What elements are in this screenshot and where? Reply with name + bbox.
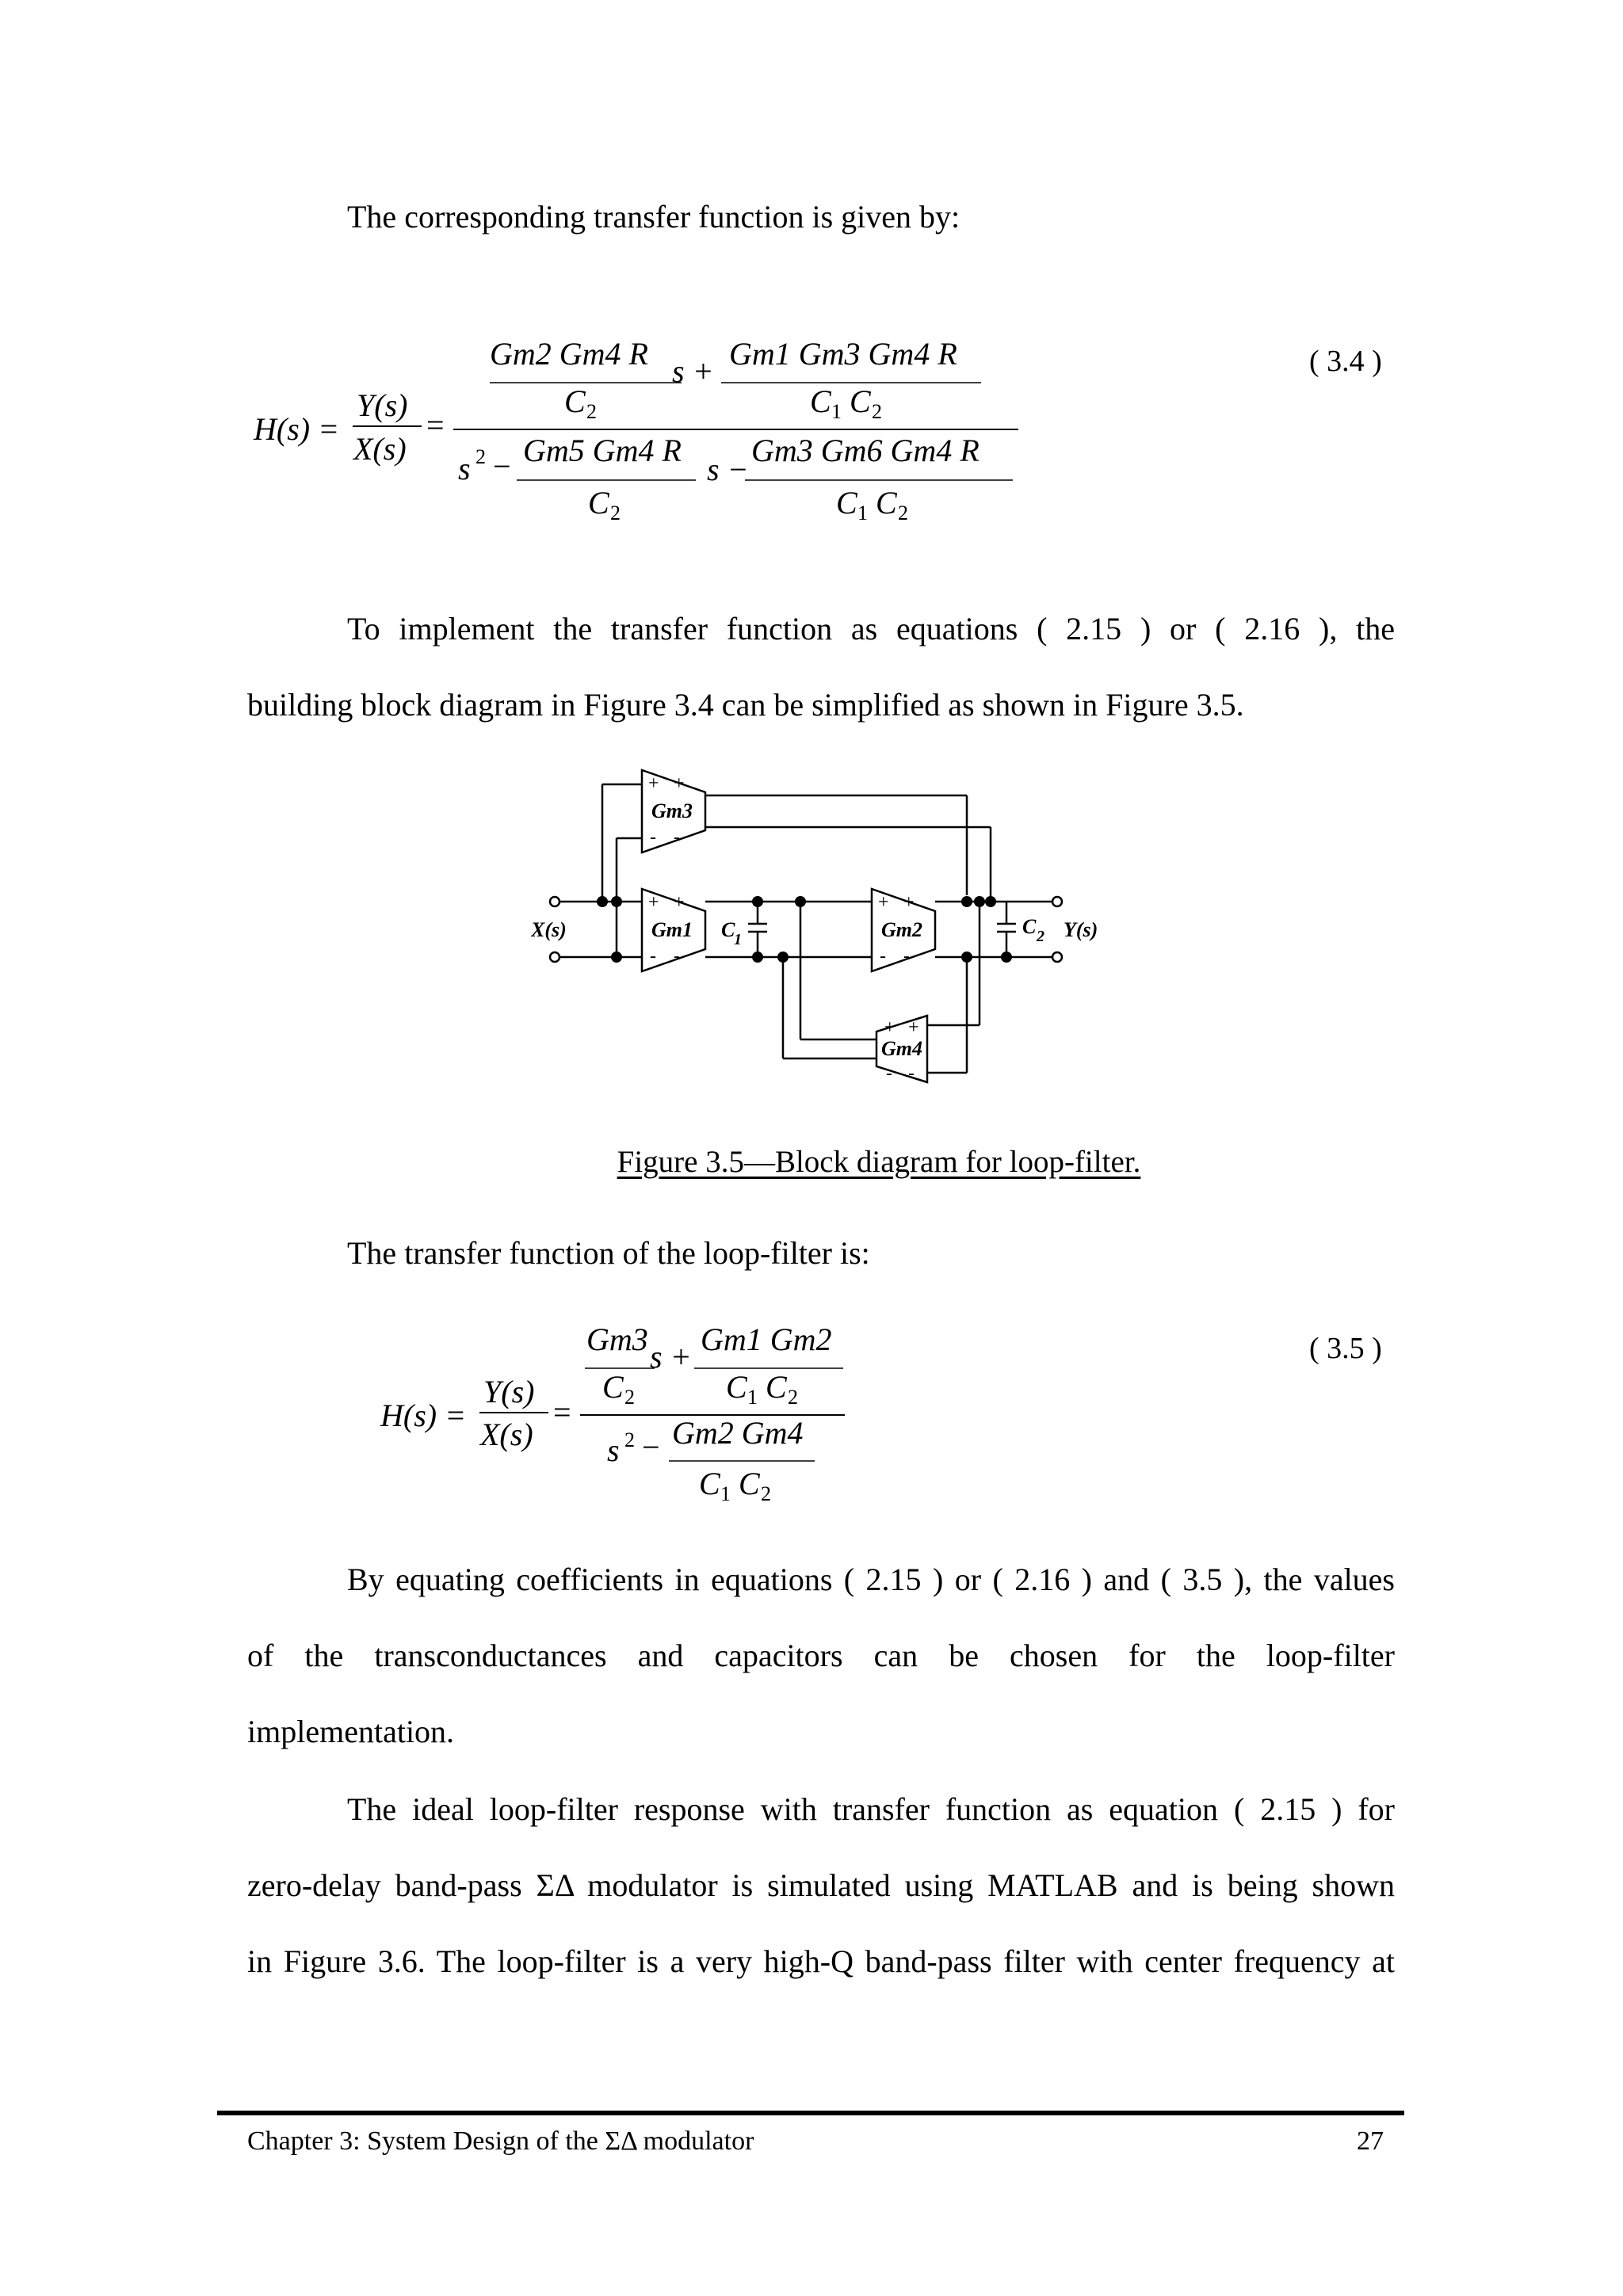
eq34-t3-num: Gm5 Gm4 R (523, 433, 682, 468)
eq35-t2-num: Gm1 Gm2 (701, 1322, 832, 1357)
gm4-plus-2: + (908, 1017, 919, 1038)
eq35-lhs: H(s) = (380, 1398, 467, 1433)
gm2-minus-1: - (880, 946, 886, 967)
paragraph-ideal-response (247, 1772, 1395, 2000)
gm4-minus-1: - (886, 1063, 892, 1084)
paragraph-ideal-response-line3: in Figure 3.6. The loop-filter is a very high-Q band-pass filter with center frequency at (247, 1943, 1395, 1979)
equation-number-3-4: ( 3.4 ) (1309, 345, 1382, 378)
eq35-s-plus: s + (650, 1339, 692, 1375)
paragraph-loop-filter (347, 1215, 1393, 1291)
gm3-minus-1: - (650, 827, 656, 848)
paragraph-equating-line2: of the transconductances and capacitors can be chosen for the loop-filter (247, 1638, 1395, 1673)
eq35-s2-sup: 2 (624, 1428, 635, 1451)
eq34-t4-den-b: C (876, 485, 897, 521)
eq34-t3-den-sub: 2 (610, 502, 621, 524)
paragraph-ideal-response-line1: The ideal loop-filter response with transfer function as equation ( 2.15 ) for (347, 1791, 1395, 1827)
c1-label: C (721, 918, 735, 941)
eq34-s2: s (458, 451, 471, 486)
gm4-plus-1: + (884, 1017, 896, 1038)
footer-chapter: Chapter 3: System Design of the ΣΔ modulator (247, 2126, 754, 2156)
equation-number-3-5: ( 3.5 ) (1309, 1332, 1382, 1365)
paragraph-intro-text: The corresponding transfer function is given by: (347, 199, 960, 235)
paragraph-ideal-response-line2: zero-delay band-pass ΣΔ modulator is simulated using MATLAB and is being shown (247, 1867, 1395, 1903)
gm2-label: Gm2 (881, 918, 922, 941)
paragraph-loop-filter-text: The transfer function of the loop-filter is: (347, 1235, 870, 1271)
gm2-plus-1: + (878, 892, 889, 913)
eq34-s-plus: s + (672, 353, 714, 389)
gm1-label: Gm1 (651, 918, 693, 941)
gm1-plus-1: + (648, 892, 659, 913)
figure-caption: Figure 3.5—Block diagram for loop-filter. (617, 1145, 1141, 1179)
eq34-lhs: H(s) = (254, 411, 340, 447)
eq34-t2-den-b-sub: 2 (872, 400, 882, 423)
paragraph-equating-line1: By equating coefficients in equations ( 2.15 ) or ( 2.16 ) and ( 3.5 ), the values (347, 1562, 1395, 1597)
output-label: Y(s) (1064, 918, 1098, 941)
eq35-t3-den-a-sub: 1 (720, 1482, 731, 1505)
eq34-t4-num: Gm3 Gm6 Gm4 R (751, 433, 980, 468)
eq35-t1-den-sub: 2 (624, 1386, 635, 1409)
input-terminal-top (550, 897, 559, 906)
eq34-t2-den-a-sub: 1 (831, 400, 842, 423)
c2-label: C (1022, 915, 1037, 938)
eq35-t3-num: Gm2 Gm4 (672, 1415, 804, 1451)
eq34-minus: − (493, 448, 511, 484)
gm1-minus-1: - (650, 946, 656, 967)
eq35-ratio-den: X(s) (480, 1417, 533, 1452)
eq34-s2-sup: 2 (475, 445, 486, 468)
gm2-minus-2: - (903, 946, 910, 967)
eq34-t2-den-b: C (850, 383, 871, 419)
eq34-t4-den-a: C (836, 485, 857, 521)
eq35-t2-den-b: C (766, 1369, 787, 1405)
eq35-t1-num: Gm3 (586, 1322, 648, 1357)
output-terminal-bottom (1052, 952, 1062, 962)
gm1-plus-2: + (674, 892, 685, 913)
paragraph-equating-line3: implementation. (247, 1714, 455, 1749)
eq35-t2-den-b-sub: 2 (788, 1386, 798, 1409)
eq34-t2-den-a: C (810, 383, 831, 419)
paragraph-equating (247, 1542, 1395, 1770)
eq35-t1-den: C (602, 1369, 624, 1405)
gm3-label: Gm3 (651, 799, 693, 822)
figure-3-5-diagram (531, 761, 1117, 1109)
eq34-t1-den: C (564, 383, 586, 419)
eq35-equals: = (553, 1394, 571, 1430)
eq34-t3-den: C (588, 485, 609, 521)
gm3-plus-1: + (648, 773, 659, 794)
gm3-plus-2: + (674, 773, 685, 794)
eq34-t4-den-b-sub: 2 (898, 502, 908, 524)
eq34-t4-den-a-sub: 1 (857, 502, 868, 524)
equation-3-4 (238, 333, 1062, 531)
c2-sub: 2 (1037, 928, 1044, 945)
input-terminal-bottom (550, 952, 559, 962)
eq34-t2-num: Gm1 Gm3 Gm4 R (729, 336, 957, 372)
gm4-minus-2: - (908, 1063, 915, 1084)
footer-page-number: 27 (1357, 2126, 1384, 2156)
gm2-plus-2: + (903, 892, 915, 913)
eq34-ratio-num: Y(s) (357, 387, 408, 423)
eq35-t2-den-a: C (726, 1369, 747, 1405)
paragraph-implement-line2: building block diagram in Figure 3.4 can be simplified as shown in Figure 3.5. (247, 687, 1244, 723)
paragraph-intro (347, 179, 1393, 255)
c1-sub: 1 (734, 931, 742, 948)
eq35-t3-den-b-sub: 2 (761, 1482, 771, 1505)
input-label: X(s) (531, 918, 567, 941)
footer-rule (217, 2111, 1404, 2115)
output-terminal-top (1052, 897, 1062, 906)
paragraph-implement-line1: To implement the transfer function as equations ( 2.15 ) or ( 2.16 ), the (347, 611, 1395, 646)
eq35-ratio-num: Y(s) (483, 1374, 535, 1409)
eq34-equals: = (426, 407, 445, 443)
gm4-label: Gm4 (881, 1037, 922, 1060)
gm1-minus-2: - (674, 946, 680, 967)
eq34-t1-num: Gm2 Gm4 R (490, 336, 648, 372)
paragraph-implement (247, 591, 1395, 743)
eq34-t1-den-sub: 2 (586, 400, 597, 423)
eq34-ratio-den: X(s) (353, 431, 407, 467)
eq35-minus: − (642, 1429, 660, 1465)
eq35-t2-den-a-sub: 1 (747, 1386, 758, 1409)
gm3-minus-2: - (674, 827, 680, 848)
eq35-s2: s (607, 1432, 620, 1468)
equation-3-5 (372, 1318, 864, 1516)
eq35-t3-den-b: C (739, 1466, 760, 1501)
eq35-t3-den-a: C (699, 1466, 720, 1501)
eq34-s-minus: s − (707, 452, 749, 487)
